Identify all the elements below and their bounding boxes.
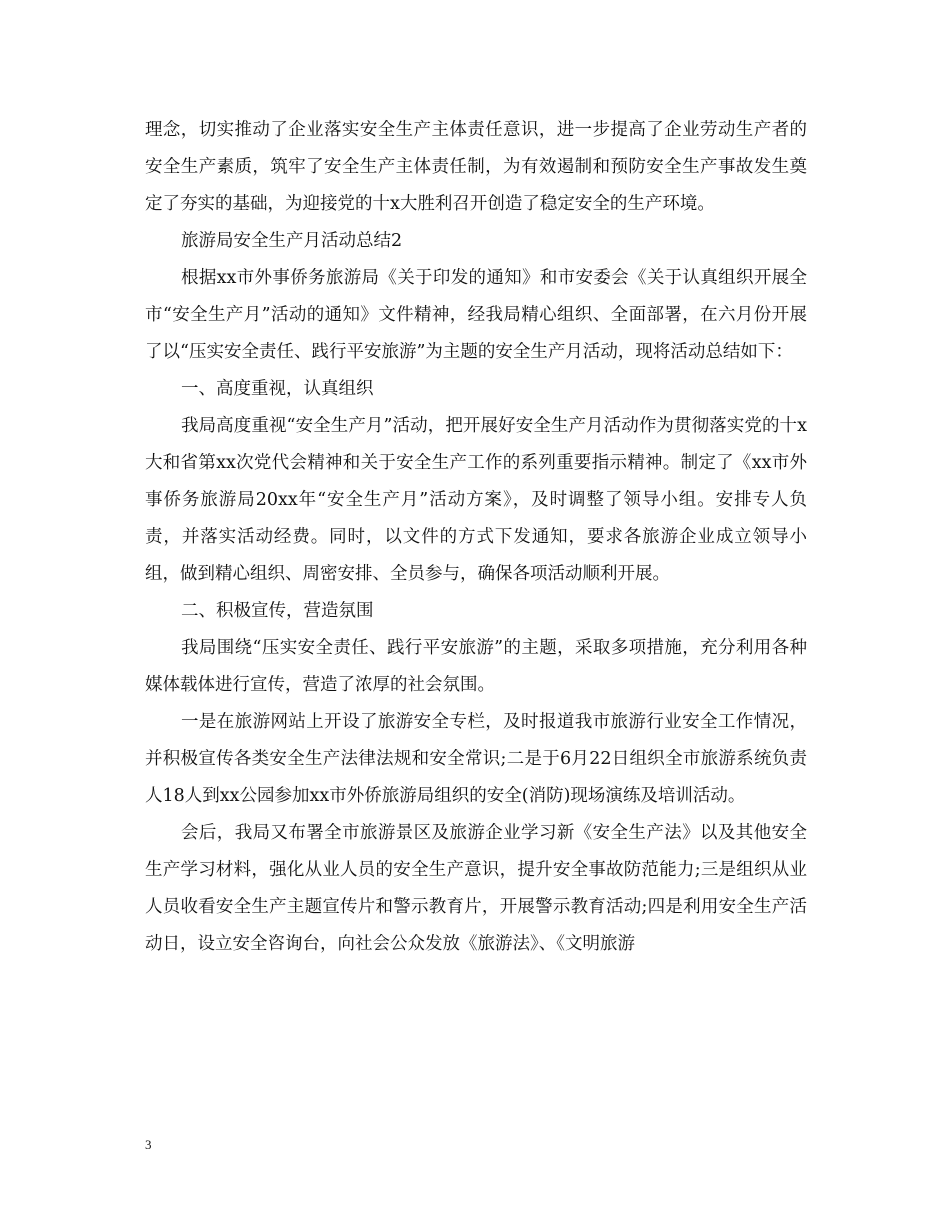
paragraph-intro: 根据xx市外事侨务旅游局《关于印发的通知》和市安委会《关于认真组织开展全市“安全生产月”活动的通知》文件精神，经我局精心组织、全面部署，在六月份开展了以“压实安全责任、践行平安旅游”为主题的安全生产月活动，现将活动总结如下： bbox=[145, 268, 807, 362]
section-title: 旅游局安全生产月活动总结2 bbox=[181, 231, 403, 251]
paragraph-followup: 会后，我局又布署全市旅游景区及旅游企业学习新《安全生产法》以及其他安全生产学习材料，强化从业人员的安全生产意识，提升安全事故防范能力;三是组织从业人员收看安全生产主题宣传片和警示教育片，开展警示教育活动;四是利用安全生产活动日，设立安全咨询台，向社会公众发放《旅游法》、《文明旅游 bbox=[145, 823, 807, 954]
page-number: 3 bbox=[145, 1137, 152, 1152]
heading-one: 一、高度重视，认真组织 bbox=[181, 379, 374, 399]
heading-two: 二、积极宣传，营造氛围 bbox=[181, 601, 374, 621]
paragraph-measures: 一是在旅游网站上开设了旅游安全专栏，及时报道我市旅游行业安全工作情况，并积极宣传各类安全生产法律法规和安全常识;二是于6月22日组织全市旅游系统负责人18人到xx公园参加xx市外侨旅游局组织的安全(消防)现场演练及培训活动。 bbox=[145, 712, 807, 806]
document-body bbox=[145, 112, 807, 963]
paragraph-organization: 我局高度重视“安全生产月”活动，把开展好安全生产月活动作为贯彻落实党的十x大和省第xx次党代会精神和关于安全生产工作的系列重要指示精神。制定了《xx市外事侨务旅游局20xx年“安全生产月”活动方案》，及时调整了领导小组。安排专人负责，并落实活动经费。同时，以文件的方式下发通知，要求各旅游企业成立领导小组，做到精心组织、周密安排、全员参与，确保各项活动顺利开展。 bbox=[145, 416, 807, 584]
paragraph-publicity: 我局围绕“压实安全责任、践行平安旅游”的主题，采取多项措施，充分利用各种媒体载体进行宣传，营造了浓厚的社会氛围。 bbox=[145, 638, 807, 695]
paragraph-continuation: 理念，切实推动了企业落实安全生产主体责任意识，进一步提高了企业劳动生产者的安全生产素质，筑牢了安全生产主体责任制，为有效遏制和预防安全生产事故发生奠定了夯实的基础，为迎接党的十x大胜利召开创造了稳定安全的生产环境。 bbox=[145, 120, 807, 214]
